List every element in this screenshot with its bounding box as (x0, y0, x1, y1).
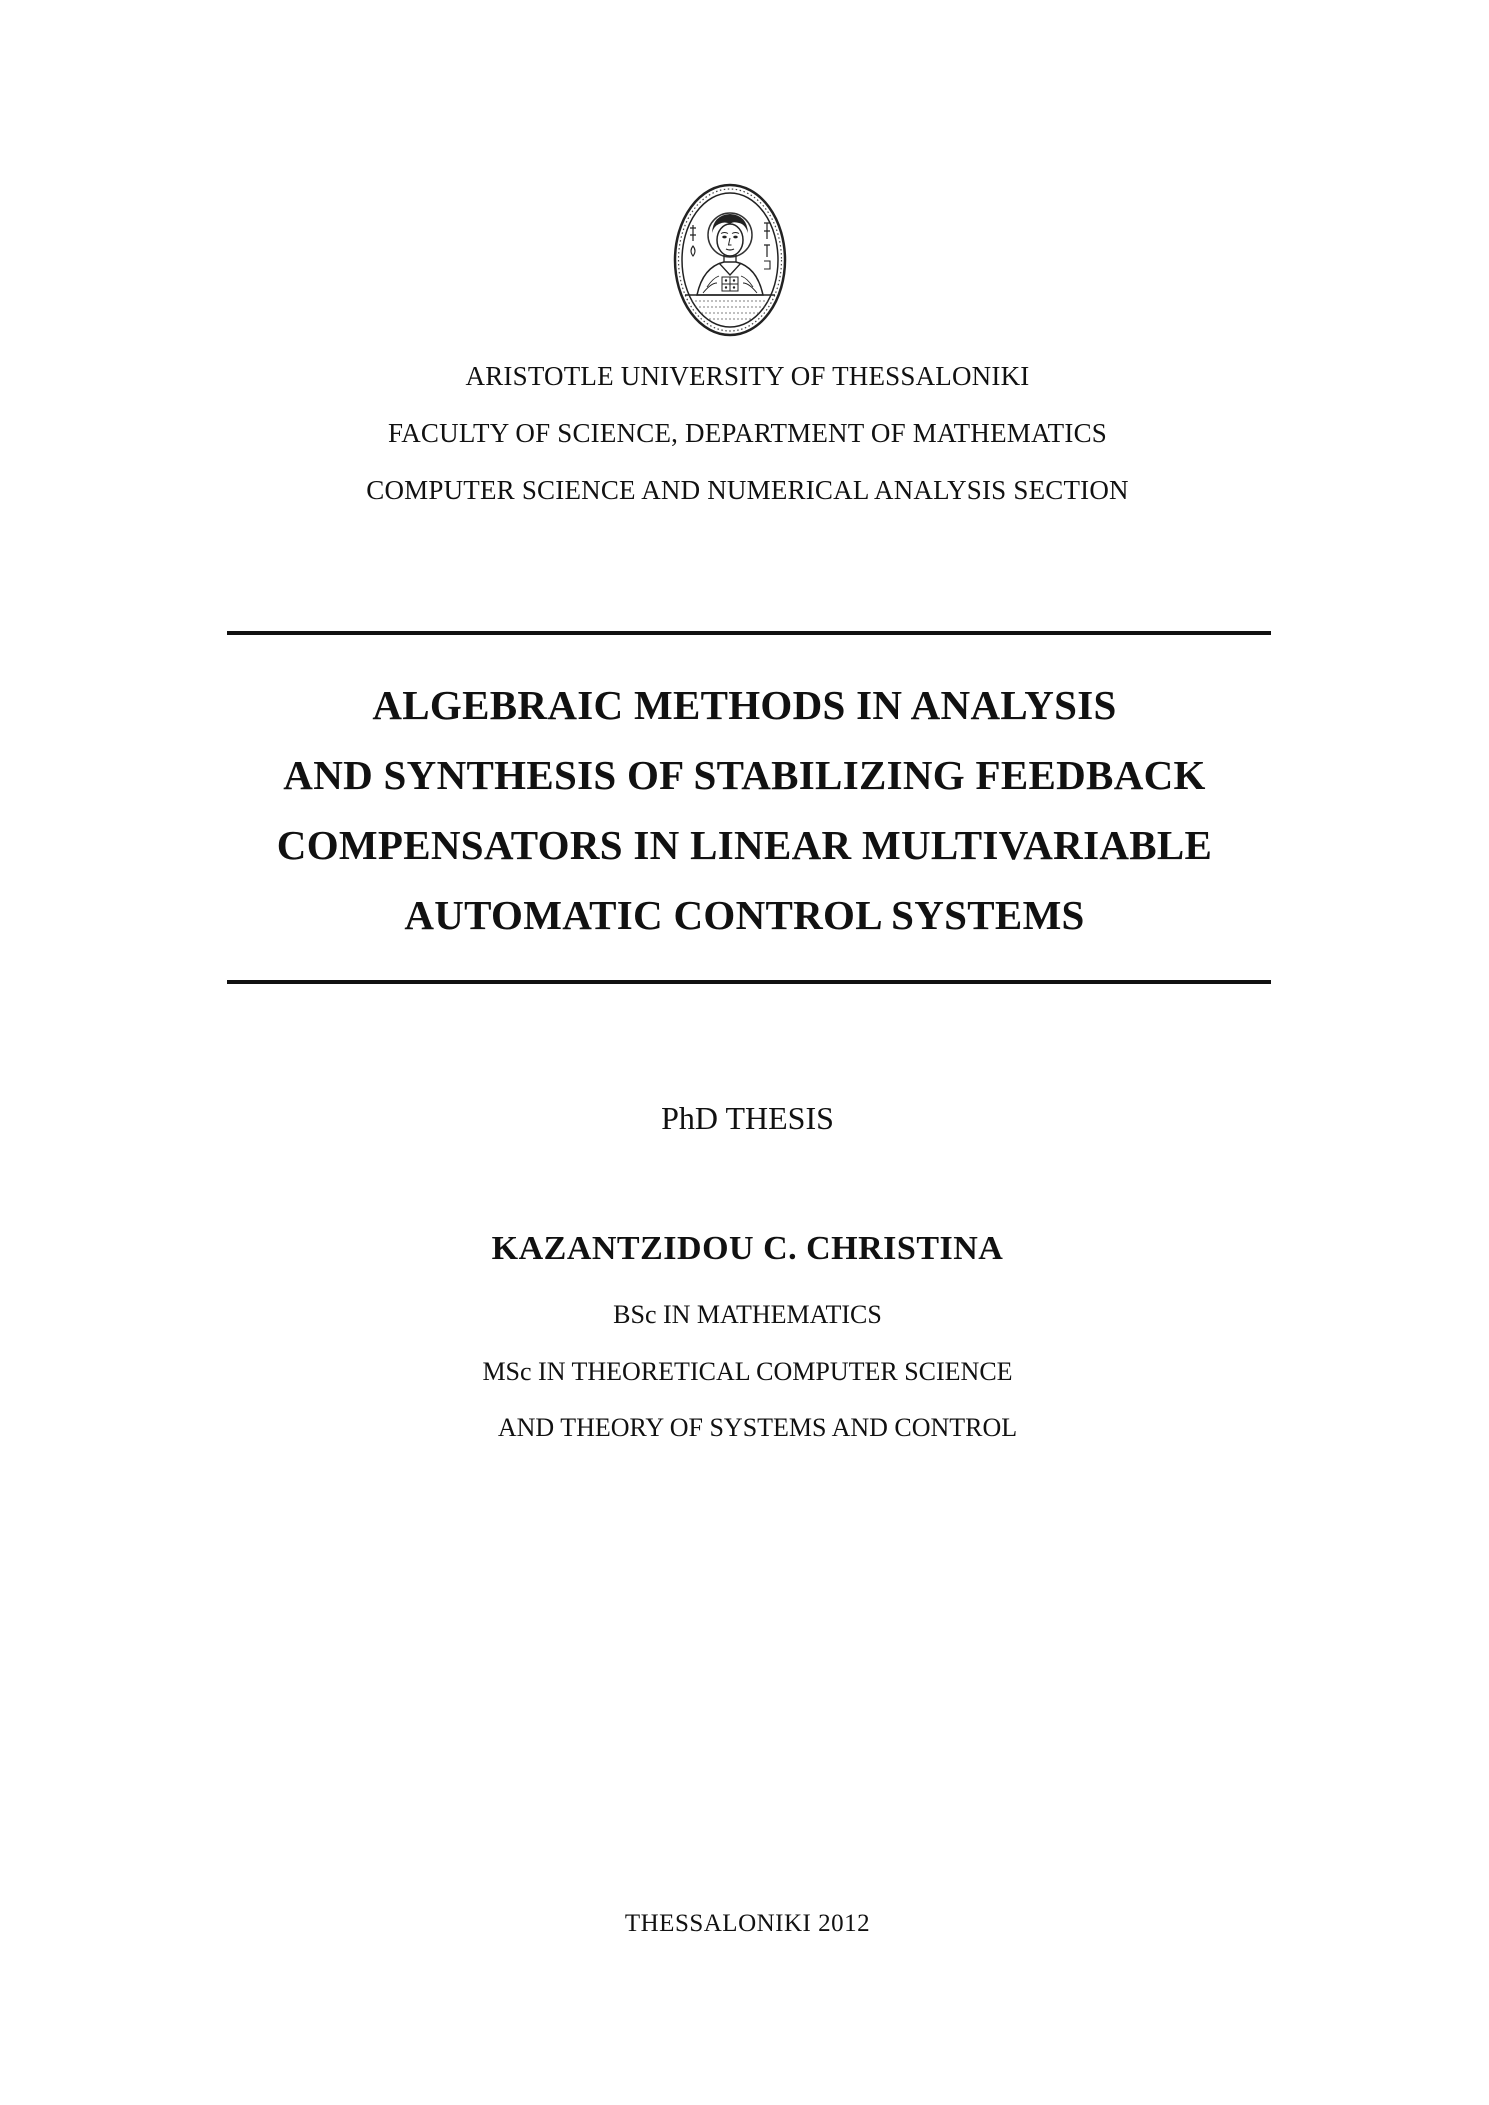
faculty-department: FACULTY OF SCIENCE, DEPARTMENT OF MATHEMATICS (388, 418, 1107, 448)
author-name: KAZANTZIDOU C. CHRISTINA (491, 1230, 1004, 1267)
section-name: COMPUTER SCIENCE AND NUMERICAL ANALYSIS SECTION (366, 475, 1129, 505)
title-line: AND SYNTHESIS OF STABILIZING FEEDBACK (283, 752, 1206, 798)
title-bottom-rule (227, 980, 1271, 984)
thesis-title (0, 670, 1489, 950)
author-qualification: AND THEORY OF SYSTEMS AND CONTROL (497, 1413, 1018, 1442)
title-line: ALGEBRAIC METHODS IN ANALYSIS (372, 682, 1117, 728)
degree-type: PhD THESIS (661, 1100, 834, 1136)
author-qualification: BSc IN MATHEMATICS (613, 1300, 882, 1329)
title-top-rule (227, 631, 1271, 635)
university-name: ARISTOTLE UNIVERSITY OF THESSALONIKI (465, 361, 1030, 391)
place-and-year: THESSALONIKI 2012 (624, 1910, 871, 1937)
title-line: COMPENSATORS IN LINEAR MULTIVARIABLE (276, 822, 1213, 868)
author-qualification: MSc IN THEORETICAL COMPUTER SCIENCE (482, 1357, 1013, 1386)
university-seal-icon (673, 183, 787, 337)
title-line: AUTOMATIC CONTROL SYSTEMS (404, 892, 1085, 938)
